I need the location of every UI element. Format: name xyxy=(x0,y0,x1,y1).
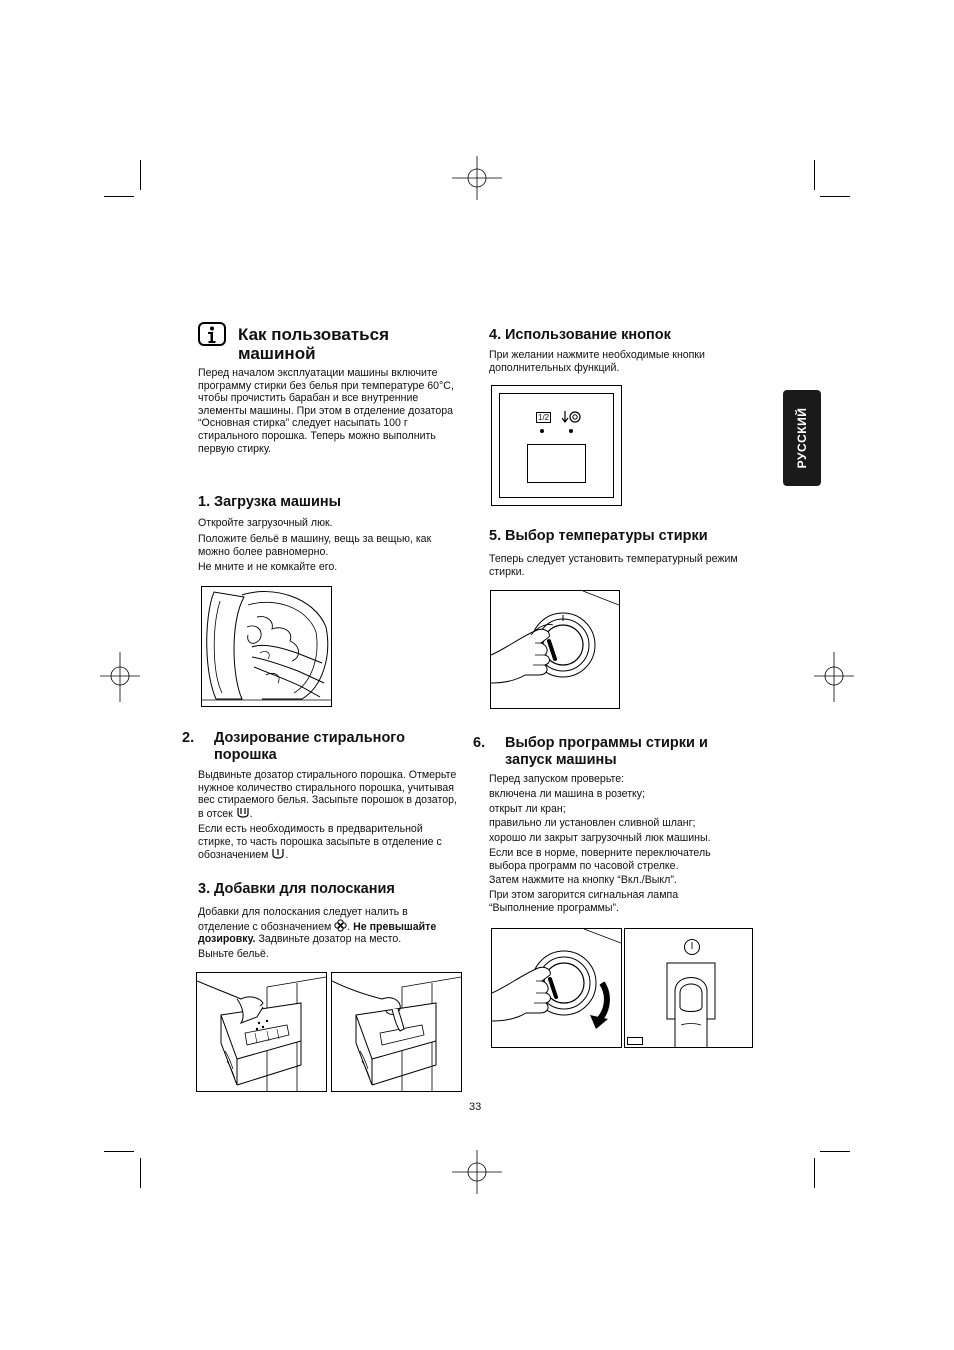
dispenser-close-illustration xyxy=(331,972,462,1092)
crop-mark xyxy=(814,160,815,190)
section-6-line: При этом загорится сигнальная лампа “Выполнение программы”. xyxy=(489,889,679,914)
section-3-heading: 3. Добавки для полоскания xyxy=(198,881,395,897)
section-6-line: Перед запуском проверьте: xyxy=(489,773,625,785)
intro-text: Перед началом эксплуатации машины включите программу стирки без белья при температуре 60°C, чтобы прочистить барабан и все внутренние элементы машины. При этом в отделение дозатора “Основная стирка” следует насыпать 100 г стирального порошка. Теперь можно выполнить первую стирку. xyxy=(198,367,454,455)
section-4-heading: 4. Использование кнопок xyxy=(489,327,671,343)
intro-title: Как пользоваться машиной xyxy=(238,325,389,363)
section-6-line: Если все в норме, поверните переключатель выбора программ по часовой стрелке. xyxy=(489,846,711,872)
section-1-p2: Положите бельё в машину, вещь за вещью, как можно более равномерно. xyxy=(198,533,432,558)
registration-mark xyxy=(452,1150,502,1194)
section-6-heading: 6. Выбор программы стирки и запуск машины xyxy=(473,735,708,768)
section-6-line: открыт ли кран; xyxy=(489,802,566,815)
section-1-heading: 1. Загрузка машины xyxy=(198,494,342,510)
panel-corner-strip xyxy=(627,1037,643,1045)
indicator-light xyxy=(569,429,573,433)
rinse-spin-icon xyxy=(562,410,582,424)
page-number: 33 xyxy=(469,1101,482,1113)
power-button-illustration xyxy=(624,928,753,1048)
section-6-text xyxy=(489,773,745,914)
section-2-heading: 2. Дозирование стирального порошка xyxy=(182,730,406,763)
crop-mark xyxy=(140,160,141,190)
language-tab xyxy=(783,390,821,486)
indicator-light xyxy=(540,429,544,433)
finger-pressing-icon xyxy=(661,961,721,1047)
section-2-p2: Если есть необходимость в предварительной стирке, то часть порошка засыпьте в отделение с обозначением . xyxy=(198,823,442,862)
half-load-button[interactable] xyxy=(527,444,558,483)
crop-mark xyxy=(820,1151,850,1152)
crop-mark xyxy=(140,1158,141,1188)
crop-mark xyxy=(104,1151,134,1152)
section-6-line: Затем нажмите на кнопку “Вкл./Выкл”. xyxy=(489,874,677,887)
rinse-button[interactable] xyxy=(556,444,586,483)
section-5-text: Теперь следует установить температурный режим стирки. xyxy=(489,553,738,578)
dispenser-pour-illustration xyxy=(196,972,327,1092)
section-3-p2: Выньте бельё. xyxy=(198,948,269,960)
language-tab-label: РУССКИЙ xyxy=(795,407,809,469)
section-5-heading: 5. Выбор температуры стирки xyxy=(489,528,708,544)
prewash-compartment-icon xyxy=(271,848,285,859)
crop-mark xyxy=(104,196,134,197)
loading-laundry-illustration xyxy=(201,586,332,707)
half-load-icon: 1/2 xyxy=(538,413,550,422)
softener-flower-icon xyxy=(334,919,347,932)
info-icon xyxy=(198,322,226,346)
program-knob-illustration xyxy=(491,928,622,1048)
section-6-line: правильно ли установлен сливной шланг; xyxy=(489,817,696,830)
power-symbol: I xyxy=(684,939,700,955)
section-2-p1: Выдвиньте дозатор стирального порошка. Отмерьте нужное количество стирального порошка, учитывая вес стираемого белья. Засыпьте порошок в дозатор, в отсек . xyxy=(198,769,457,820)
section-3-p1: Добавки для полоскания следует налить в отделение с обозначением . Не превышайте дозировку. Задвиньте дозатор на место. xyxy=(198,906,437,946)
section-1-p3: Не мните и не комкайте его. xyxy=(198,561,338,573)
registration-mark xyxy=(100,652,140,702)
registration-mark xyxy=(814,652,854,702)
crop-mark xyxy=(814,1158,815,1188)
section-6-line: хорошо ли закрыт загрузочный люк машины. xyxy=(489,832,711,845)
main-wash-compartment-icon xyxy=(236,807,250,818)
crop-mark xyxy=(820,196,850,197)
section-6-line: включена ли машина в розетку; xyxy=(489,787,646,800)
section-1-p1: Откройте загрузочный люк. xyxy=(198,517,333,529)
registration-mark xyxy=(452,156,502,200)
temperature-knob-illustration xyxy=(490,590,620,709)
section-4-text: При желании нажмите необходимые кнопки дополнительных функций. xyxy=(489,349,705,374)
option-buttons-panel xyxy=(491,385,622,506)
